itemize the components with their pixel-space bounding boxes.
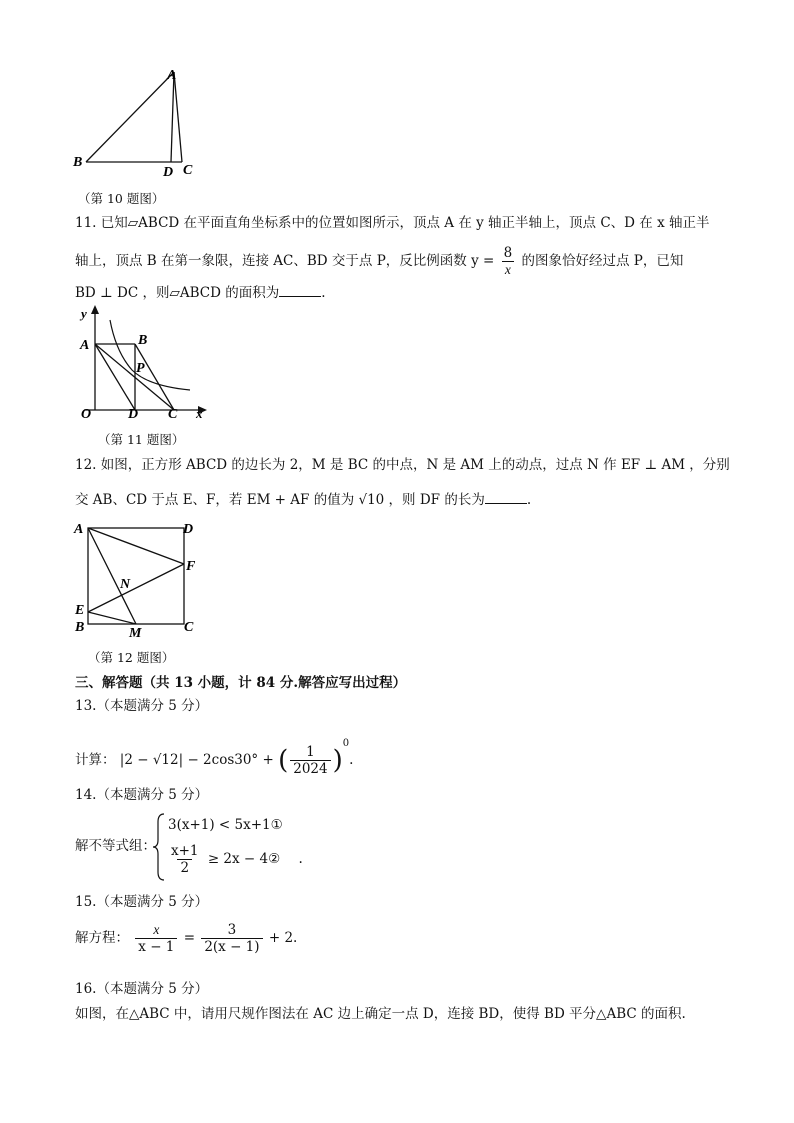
fig11-label-P: P	[136, 361, 145, 376]
fig11-label-O: O	[81, 407, 92, 422]
fig10-label-D: D	[163, 165, 174, 180]
q13-header: 13.（本题满分 5 分）	[75, 698, 209, 714]
fig10-caption: （第 10 题图）	[78, 191, 165, 206]
q12-line2-end: .	[526, 492, 532, 508]
q15-left-num: x	[153, 922, 160, 937]
q13-frac-num: 1	[306, 744, 315, 760]
q12-line1: 12. 如图，正方形 ABCD 的边长为 2，M 是 BC 的中点，N 是 AM 上的动点，过点 N 作 EF ⊥ AM ，分别	[75, 457, 730, 473]
fig10-label-B: B	[73, 155, 83, 170]
q14-prefix: 解不等式组：	[75, 838, 156, 854]
q13-fraction	[290, 744, 330, 777]
q13-expression: |2 − √12| − 2cos30° +	[119, 752, 274, 768]
q11-frac-num: 8	[503, 245, 513, 261]
figure-10-triangle	[68, 62, 208, 182]
q11-line3-end: .	[321, 285, 326, 301]
fig12-label-D: D	[183, 522, 194, 537]
q15-rest: + 2.	[268, 930, 298, 946]
q15-right-den: 2(x − 1)	[201, 938, 262, 955]
q11-fraction	[501, 245, 516, 278]
q11-line3-text: BD ⊥ DC ，则▱ABCD 的面积为	[75, 285, 280, 301]
q15-body	[75, 922, 297, 955]
q11-line3	[75, 282, 326, 303]
q13-prefix: 计算：	[75, 752, 116, 768]
fig12-label-B: B	[75, 620, 85, 635]
q15-equals: =	[183, 930, 196, 946]
q15-prefix: 解方程：	[75, 930, 129, 946]
q14-frac-den: 2	[177, 859, 192, 876]
fig12-label-M: M	[129, 626, 142, 641]
q11-line2-b: 的图象恰好经过点 P，已知	[521, 253, 684, 269]
fig11-label-x: x	[196, 406, 203, 421]
q11-line2	[75, 245, 683, 278]
q15-left-fraction	[135, 922, 177, 955]
q11-answer-blank	[279, 282, 321, 297]
q13-exponent: 0	[342, 738, 350, 749]
fig10-label-A: A	[167, 68, 177, 83]
q11-line1: 11. 已知▱ABCD 在平面直角坐标系中的位置如图所示，顶点 A 在 y 轴正半轴上，顶点 C、D 在 x 轴正半	[75, 215, 710, 231]
q14-frac-num: x+1	[171, 843, 199, 859]
q14-end: .	[298, 851, 303, 867]
fig11-label-C: C	[168, 407, 178, 422]
q13-frac-den: 2024	[290, 760, 330, 777]
q13-body: 计算： |2 − √12| − 2cos30° + ( $\frac{1}{2024}$ )$^0$.	[75, 738, 354, 777]
fig11-caption: （第 11 题图）	[98, 432, 185, 447]
q12-line2-text: 交 AB、CD 于点 E、F，若 EM + AF 的值为 √10 ，则 DF 的长为	[75, 492, 485, 508]
q16-header: 16.（本题满分 5 分）	[75, 981, 209, 997]
fig12-label-E: E	[75, 603, 85, 618]
q12-answer-blank	[485, 489, 527, 504]
fig11-label-A: A	[80, 338, 90, 353]
section-3-title: 三、解答题（共 13 小题，计 84 分.解答应写出过程）	[75, 675, 407, 691]
q15-header: 15.（本题满分 5 分）	[75, 894, 209, 910]
q14-brace	[152, 812, 166, 882]
fig12-label-F: F	[186, 559, 196, 574]
q14-ineq2-rest: ≥ 2x − 4②	[207, 851, 281, 867]
fig12-label-N: N	[120, 577, 131, 592]
q13-end: .	[349, 752, 354, 768]
q11-frac-den: x	[502, 261, 514, 278]
figure-12-square	[70, 516, 210, 642]
fig10-label-C: C	[183, 163, 193, 178]
fig11-label-B: B	[138, 333, 148, 348]
q16-text: 如图，在△ABC 中，请用尺规作图法在 AC 边上确定一点 D，连接 BD，使得 BD 平分△ABC 的面积.	[75, 1006, 686, 1022]
q14-header: 14.（本题满分 5 分）	[75, 787, 209, 803]
q15-right-num: 3	[227, 922, 237, 938]
q14-inequality-1: 3(x+1) < 5x+1①	[168, 817, 283, 833]
fig11-label-D: D	[128, 407, 139, 422]
q14-inequality-2	[166, 843, 303, 876]
fig12-label-C: C	[184, 620, 194, 635]
figure-11-coordinate	[74, 302, 214, 424]
q14-fraction	[168, 843, 202, 876]
q15-left-den: x − 1	[135, 938, 177, 955]
q12-line2	[75, 489, 531, 510]
q15-right-fraction	[201, 922, 262, 955]
q11-line2-a: 轴上，顶点 B 在第一象限，连接 AC、BD 交于点 P，反比例函数 y =	[75, 253, 495, 269]
fig11-label-y: y	[81, 306, 87, 321]
fig12-caption: （第 12 题图）	[88, 650, 175, 665]
fig12-label-A: A	[74, 522, 84, 537]
